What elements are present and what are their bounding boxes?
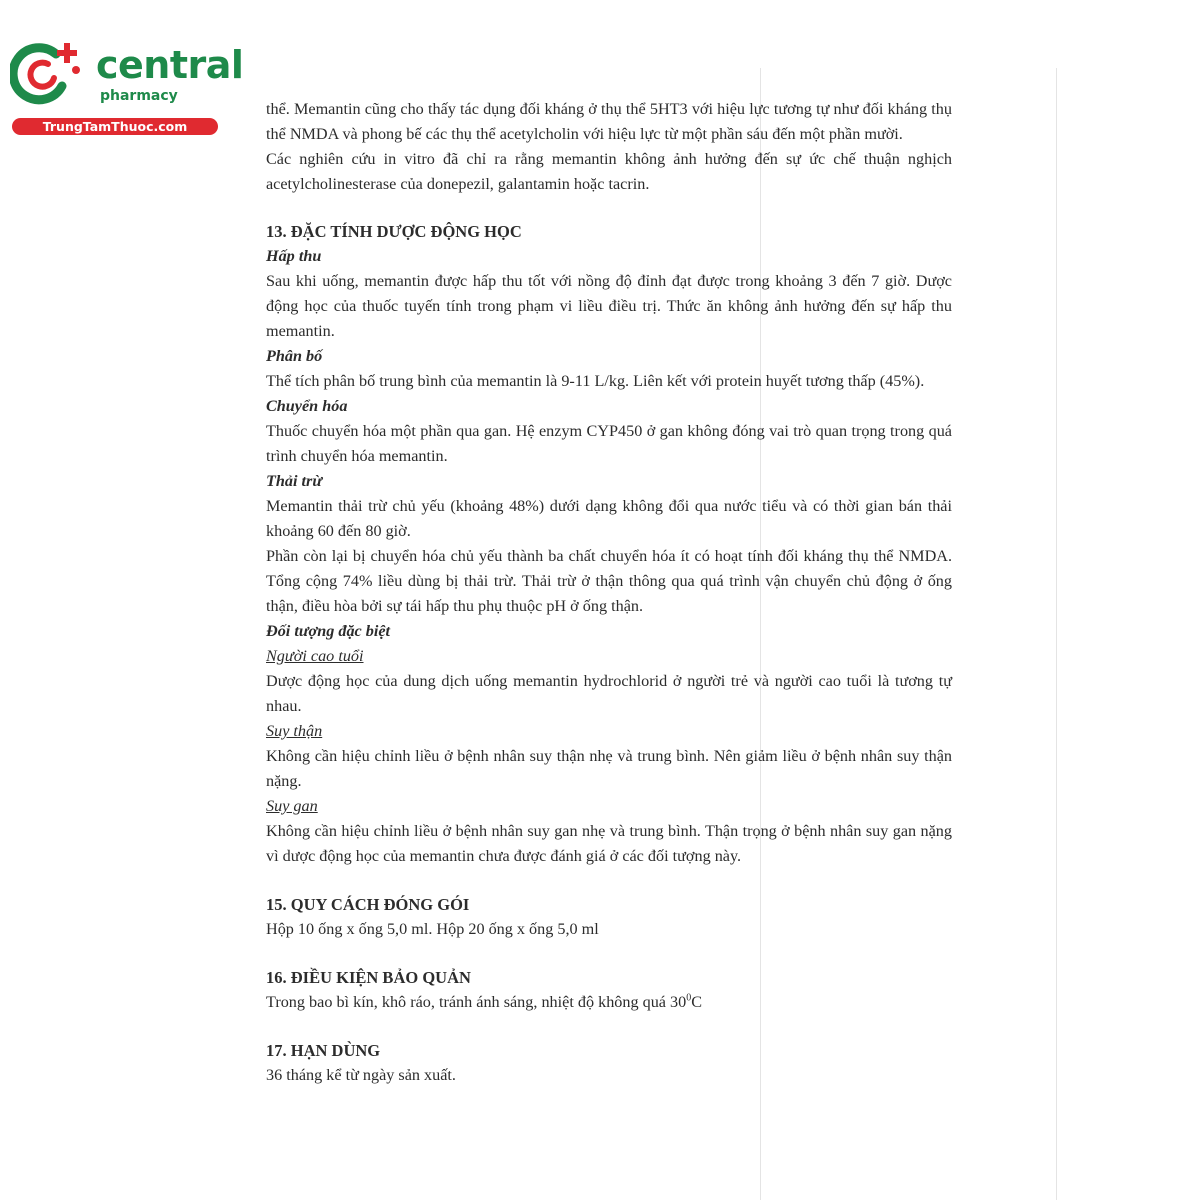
logo-wordmark: central [96, 43, 244, 87]
central-pharmacy-logo[interactable] [10, 38, 244, 138]
elderly-subheading: Người cao tuổi [266, 647, 364, 665]
distribution-text: Thể tích phân bố trung bình của memantin là 9-11 L/kg. Liên kết với protein huyết tương thấp (45%). [266, 372, 925, 390]
packaging-text: Hộp 10 ống x ống 5,0 ml. Hộp 20 ống x ống 5,0 ml [266, 920, 599, 938]
section-16-title: 16. ĐIỀU KIỆN BẢO QUẢN [266, 968, 471, 987]
absorption-text: Sau khi uống, memantin được hấp thu tốt với nồng độ đỉnh đạt được trong khoảng 3 đến 7 giờ. Dược động học của thuốc tuyến tính trong phạm vi liều điều trị. Thức ăn không ảnh hưởng đến sự hấp thu memantin. [266, 272, 952, 340]
temperature-unit: C [691, 993, 703, 1011]
metabolism-heading: Chuyển hóa [266, 397, 348, 415]
section-gap [266, 942, 952, 965]
intro-paragraph: Các nghiên cứu in vitro đã chỉ ra rằng memantin không ảnh hưởng đến sự ức chế thuận nghịch acetylcholinesterase của donepezil, galantamin hoặc tacrin. [266, 150, 952, 193]
elimination-heading: Thải trừ [266, 472, 323, 490]
hepatic-subheading: Suy gan [266, 797, 318, 815]
section-gap [266, 1015, 952, 1038]
hepatic-text: Không cần hiệu chỉnh liều ở bệnh nhân suy gan nhẹ và trung bình. Thận trọng ở bệnh nhân suy gan nặng vì dược động học của memantin chưa được đánh giá ở các đối tượng này. [266, 822, 952, 865]
section-17-title: 17. HẠN DÙNG [266, 1041, 381, 1060]
metabolism-text: Thuốc chuyển hóa một phần qua gan. Hệ enzym CYP450 ở gan không đóng vai trò quan trọng trong quá trình chuyển hóa memantin. [266, 422, 952, 465]
section-15-title: 15. QUY CÁCH ĐÓNG GÓI [266, 895, 470, 914]
pharmacy-logo-icon [10, 38, 90, 108]
absorption-heading: Hấp thu [266, 247, 322, 265]
intro-paragraph: thể. Memantin cũng cho thấy tác dụng đối kháng ở thụ thể 5HT3 với hiệu lực tương tự như đối kháng thụ thể NMDA và phong bế các thụ thể acetylcholin với hiệu lực từ một phần sáu đến một phần mười. [266, 100, 952, 143]
elderly-text: Dược động học của dung dịch uống memantin hydrochlorid ở người trẻ và người cao tuổi là tương tự nhau. [266, 672, 952, 715]
storage-text-main: Trong bao bì kín, khô ráo, tránh ánh sáng, nhiệt độ không quá 30 [266, 993, 687, 1011]
elimination-text: Memantin thải trừ chủ yếu (khoảng 48%) dưới dạng không đổi qua nước tiểu và có thời gian bán thải khoảng 60 đến 80 giờ. [266, 497, 952, 540]
shelf-life-text: 36 tháng kể từ ngày sản xuất. [266, 1066, 456, 1084]
section-gap [266, 197, 952, 219]
renal-text: Không cần hiệu chỉnh liều ở bệnh nhân suy thận nhẹ và trung bình. Nên giảm liều ở bệnh nhân suy thận nặng. [266, 747, 952, 790]
special-populations-heading: Đối tượng đặc biệt [266, 622, 391, 640]
section-13-title: 13. ĐẶC TÍNH DƯỢC ĐỘNG HỌC [266, 222, 522, 241]
renal-subheading: Suy thận [266, 722, 323, 740]
logo-site-url[interactable]: TrungTamThuoc.com [12, 118, 218, 135]
degree-superscript: 0 [686, 992, 692, 1004]
storage-text [266, 990, 952, 1015]
logo-tagline: pharmacy [100, 88, 178, 104]
distribution-heading: Phân bố [266, 347, 323, 365]
section-gap [266, 869, 952, 892]
document-body [266, 97, 952, 1088]
scan-edge-line [1056, 68, 1057, 1200]
elimination-text: Phần còn lại bị chuyển hóa chủ yếu thành ba chất chuyển hóa ít có hoạt tính đối kháng thụ thể NMDA. Tổng cộng 74% liều dùng bị thải trừ. Thải trừ ở thận thông qua quá trình vận chuyển chủ động ở ống thận, điều hòa bởi sự tái hấp thu phụ thuộc pH ở ống thận. [266, 547, 952, 615]
